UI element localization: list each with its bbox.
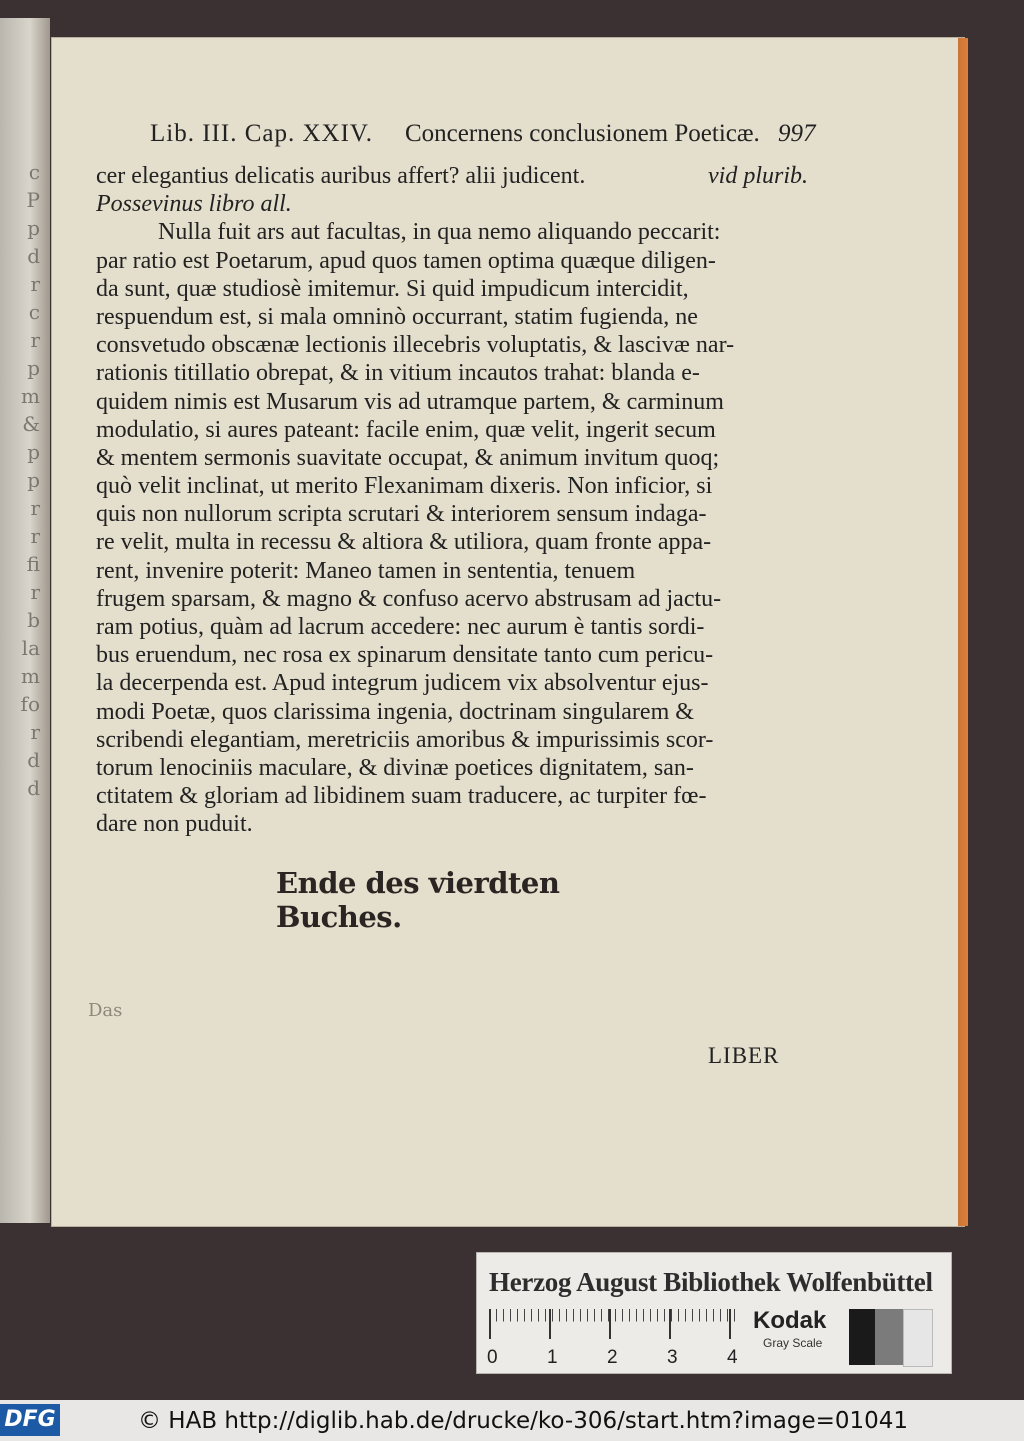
text-line: [96, 500, 808, 528]
text-line: [96, 416, 808, 444]
facing-page-letter: m: [21, 664, 40, 688]
text-line: [96, 331, 808, 359]
dfg-logo: DFG: [0, 1404, 60, 1436]
gray-patch-mid: [875, 1309, 903, 1365]
facing-page-letter: p: [27, 216, 40, 240]
facing-page-letter: p: [27, 468, 40, 492]
text-line-content: dare non puduit.: [96, 811, 253, 838]
ruler-number: 0: [487, 1347, 498, 1368]
library-name: Herzog August Bibliothek Wolfenbüttel: [489, 1267, 933, 1297]
color-target-card: [476, 1252, 952, 1374]
text-line: [96, 190, 808, 218]
catchword: LIBER: [708, 1043, 780, 1068]
bleed-through-catchword: Das: [88, 1000, 123, 1021]
text-line: [96, 275, 808, 303]
text-line: [96, 585, 808, 613]
facing-page-letter: r: [30, 720, 40, 744]
running-header: [150, 120, 830, 152]
gray-scale-label: Gray Scale: [763, 1336, 823, 1350]
facing-page-letter: p: [27, 356, 40, 380]
facing-page-letter: r: [30, 580, 40, 604]
text-line-content: Nulla fuit ars aut facultas, in qua nemo aliquando peccarit:: [158, 219, 721, 246]
ruler-number: 3: [667, 1347, 678, 1368]
text-line: [96, 698, 808, 726]
text-line: [96, 810, 808, 838]
text-line-content: cer elegantius delicatis auribus affert? alii judicent.: [96, 163, 586, 189]
text-line: [96, 247, 808, 275]
facing-page-letter: r: [30, 524, 40, 548]
text-line: [96, 669, 808, 697]
gray-patch-black: [849, 1309, 875, 1365]
scale-ruler: [487, 1309, 739, 1368]
header-chapter: Lib. III. Cap. XXIV.: [150, 120, 373, 147]
gray-patch-white: [903, 1309, 933, 1367]
text-line-content: modi Poetæ, quos clarissima ingenia, doctrinam singularem &: [96, 698, 694, 725]
body-text: [96, 162, 808, 839]
facing-page-letter: r: [30, 328, 40, 352]
text-line-content: par ratio est Poetarum, apud quos tamen optima quæque diligen-: [96, 247, 716, 274]
text-line: [96, 303, 808, 331]
text-line: [96, 472, 808, 500]
text-line-content: frugem sparsam, & magno & confuso acervo abstrusam ad jactu-: [96, 585, 722, 612]
copyright-notice: © HAB http://diglib.hab.de/drucke/ko-306/start.htm?image=01041: [138, 1408, 909, 1434]
text-line: [96, 528, 808, 556]
facing-page-letter: d: [27, 748, 40, 772]
text-line: [96, 444, 808, 472]
header-title: Concernens conclusionem Poeticæ.: [405, 120, 760, 147]
text-line-content: modulatio, si aures pateant: facile enim, quæ velit, ingerit secum: [96, 416, 716, 443]
ruler-major-ticks: [489, 1309, 739, 1339]
facing-page-letter: c: [28, 300, 40, 324]
text-line: [96, 641, 808, 669]
facing-page-letter: r: [30, 496, 40, 520]
page-number: 997: [778, 120, 816, 147]
end-of-book-title: Ende des vierdten Buches.: [276, 866, 560, 934]
text-line: [96, 754, 808, 782]
facing-page-letter: fo: [20, 692, 40, 716]
text-line-content: rent, invenire poterit: Maneo tamen in sententia, tenuem: [96, 557, 636, 584]
facing-page-edge: [0, 18, 50, 1223]
ruler-number: 2: [607, 1347, 618, 1368]
text-line-content: Possevinus libro all.: [96, 191, 292, 218]
text-line-content: da sunt, quæ studiosè imitemur. Si quid impudicum intercidit,: [96, 275, 689, 302]
text-line-content: quò velit inclinat, ut merito Flexanimam dixeris. Non inficior, si: [96, 473, 713, 500]
margin-note: vid plurib.: [708, 163, 808, 189]
text-line: [96, 557, 808, 585]
text-line-content: quis non nullorum scripta scrutari & interiorem sensum indaga-: [96, 501, 707, 528]
facing-page-letter: &: [22, 412, 40, 436]
facing-page-letter: r: [30, 272, 40, 296]
facing-page-letter: p: [27, 440, 40, 464]
text-line-content: scribendi elegantiam, meretriciis amoribus & impurissimis scor-: [96, 726, 714, 753]
facing-page-letter: d: [27, 776, 40, 800]
text-line-content: quidem nimis est Musarum vis ad utramque partem, & carminum: [96, 388, 724, 415]
facing-page-letter: P: [26, 188, 40, 212]
ruler-number: 4: [727, 1347, 738, 1368]
text-line-content: & mentem sermonis suavitate occupat, & animum invitum quoq;: [96, 444, 720, 471]
facing-page-letter: c: [28, 160, 40, 184]
ruler-number: 1: [547, 1347, 558, 1368]
ruler-numbers: [489, 1347, 749, 1369]
text-line-content: la decerpenda est. Apud integrum judicem vix absolventur ejus-: [96, 670, 709, 697]
facing-page-letter: m: [21, 384, 40, 408]
text-line-content: torum lenociniis maculare, & divinæ poetices dignitatem, san-: [96, 754, 694, 781]
text-line: [96, 782, 808, 810]
text-line-content: ram potius, quàm ad lacrum accedere: nec aurum è tantis sordi-: [96, 614, 705, 640]
facing-page-letter: fi: [26, 552, 40, 576]
text-line-content: rationis titillatio obrepat, & in vitium incautos trahat: blanda e-: [96, 360, 700, 387]
text-line-content: bus eruendum, nec rosa ex spinarum densitate tanto cum pericu-: [96, 642, 714, 669]
page-edge-color: [958, 38, 968, 1226]
facing-page-letter: b: [27, 608, 40, 632]
text-line-content: ctitatem & gloriam ad libidinem suam traducere, ac turpiter fœ-: [96, 783, 707, 810]
text-line: [96, 726, 808, 754]
text-line: [96, 359, 808, 387]
facing-page-letter: la: [21, 636, 40, 660]
text-line: [96, 218, 808, 246]
text-line-content: consvetudo obscænæ lectionis illecebris voluptatis, & lascivæ nar-: [96, 332, 735, 359]
text-line: [96, 613, 808, 641]
facing-page-letter: d: [27, 244, 40, 268]
kodak-logo: Kodak: [753, 1307, 827, 1334]
text-line-content: re velit, multa in recessu & altiora & utiliora, quam fronte appa-: [96, 529, 712, 556]
text-line-content: respuendum est, si mala omninò occurrant, statim fugienda, ne: [96, 303, 698, 330]
text-line: [96, 388, 808, 416]
text-line: [96, 162, 808, 190]
